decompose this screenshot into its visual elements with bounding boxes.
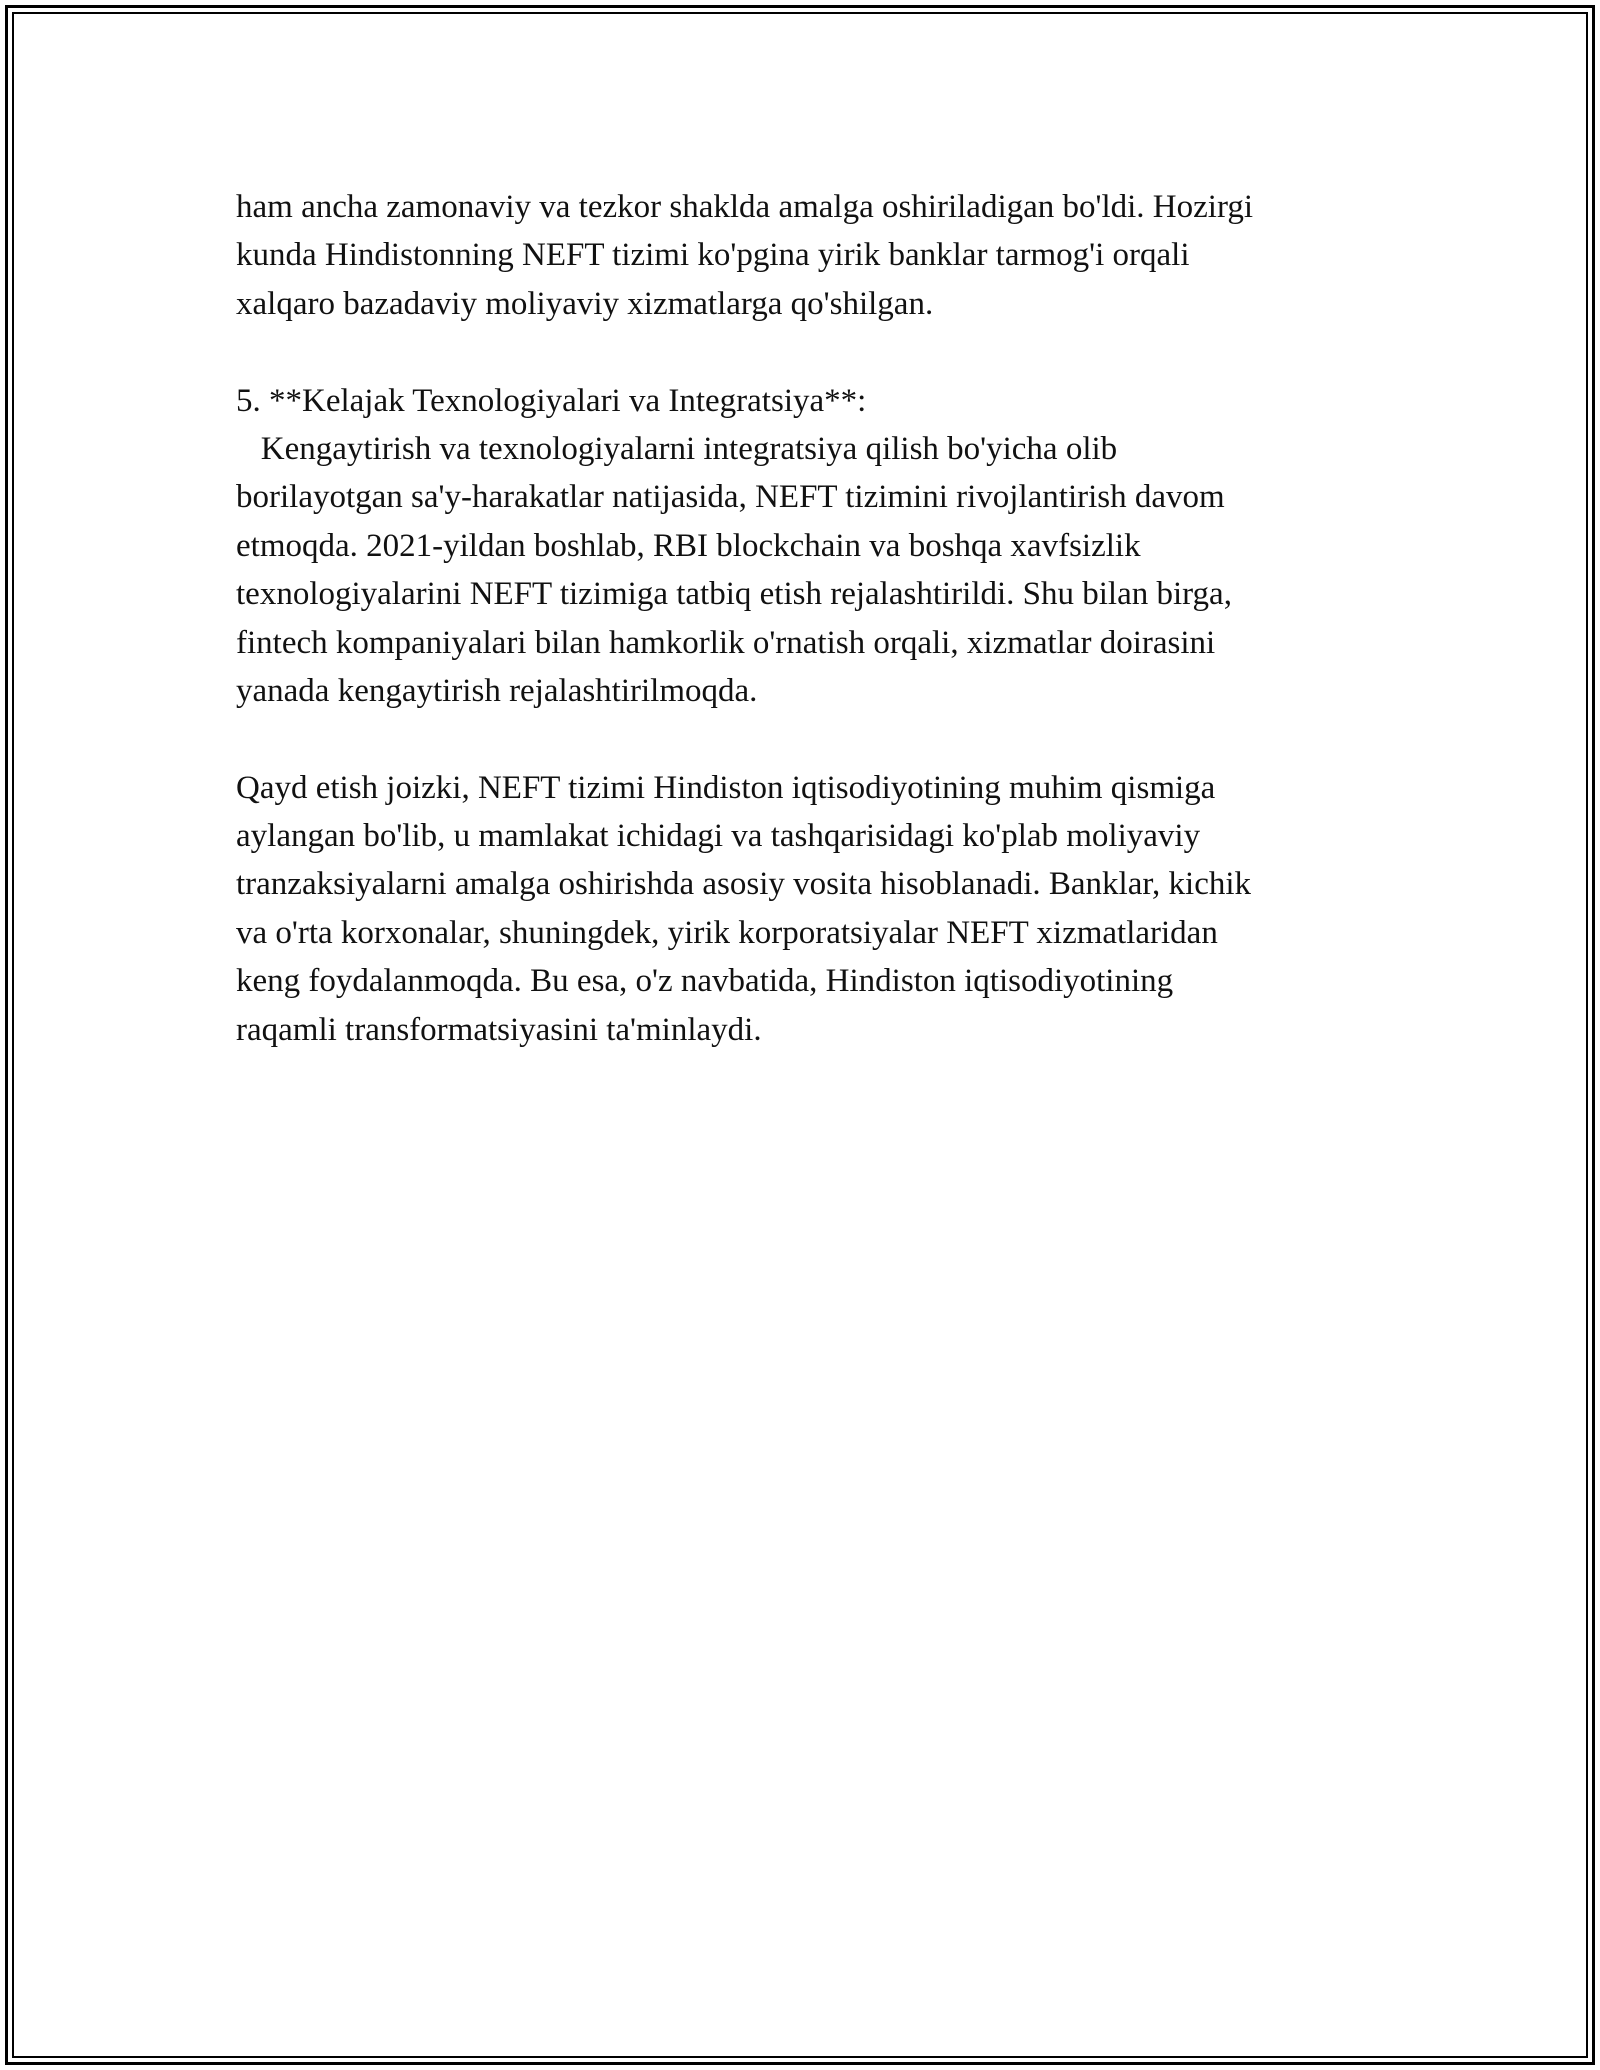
- text-line: xalqaro bazadaviy moliyaviy xizmatlarga qo'shilgan.: [236, 285, 934, 322]
- text-line: texnologiyalarini NEFT tizimiga tatbiq etish rejalashtirildi. Shu bilan birga,: [236, 576, 1232, 613]
- text-line: Qayd etish joizki, NEFT tizimi Hindiston iqtisodiyotining muhim qismiga: [236, 769, 1216, 806]
- text-line: etmoqda. 2021-yildan boshlab, RBI blockchain va boshqa xavfsizlik: [236, 527, 1141, 564]
- section-heading: 5. **Kelajak Texnologiyalari va Integratsiya**:: [236, 382, 867, 419]
- paragraph-continuation: [236, 183, 1376, 328]
- paragraph-spacer: [236, 715, 1376, 763]
- paragraph-conclusion: [236, 764, 1376, 1054]
- document-body: [236, 183, 1376, 1054]
- text-line: ham ancha zamonaviy va tezkor shaklda amalga oshiriladigan bo'ldi. Hozirgi: [236, 189, 1254, 225]
- text-line: yanada kengaytirish rejalashtirilmoqda.: [236, 672, 758, 709]
- text-line: va o'rta korxonalar, shuningdek, yirik korporatsiyalar NEFT xizmatlaridan: [236, 914, 1218, 951]
- text-line: fintech kompaniyalari bilan hamkorlik o'rnatish orqali, xizmatlar doirasini: [236, 624, 1216, 661]
- section-5: [236, 377, 1376, 716]
- text-line: keng foydalanmoqda. Bu esa, o'z navbatida, Hindiston iqtisodiyotining: [236, 963, 1174, 1000]
- text-line: aylangan bo'lib, u mamlakat ichidagi va tashqarisidagi ko'plab moliyaviy: [236, 818, 1201, 855]
- text-line: raqamli transformatsiyasini ta'minlaydi.: [236, 1011, 762, 1048]
- text-line: Kengaytirish va texnologiyalarni integratsiya qilish bo'yicha olib: [236, 430, 1118, 467]
- text-line: tranzaksiyalarni amalga oshirishda asosiy vosita hisoblanadi. Banklar, kichik: [236, 866, 1252, 903]
- paragraph-spacer: [236, 328, 1376, 376]
- text-line: kunda Hindistonning NEFT tizimi ko'pgina yirik banklar tarmog'i orqali: [236, 237, 1190, 274]
- text-line: borilayotgan sa'y-harakatlar natijasida, NEFT tizimini rivojlantirish davom: [236, 479, 1225, 516]
